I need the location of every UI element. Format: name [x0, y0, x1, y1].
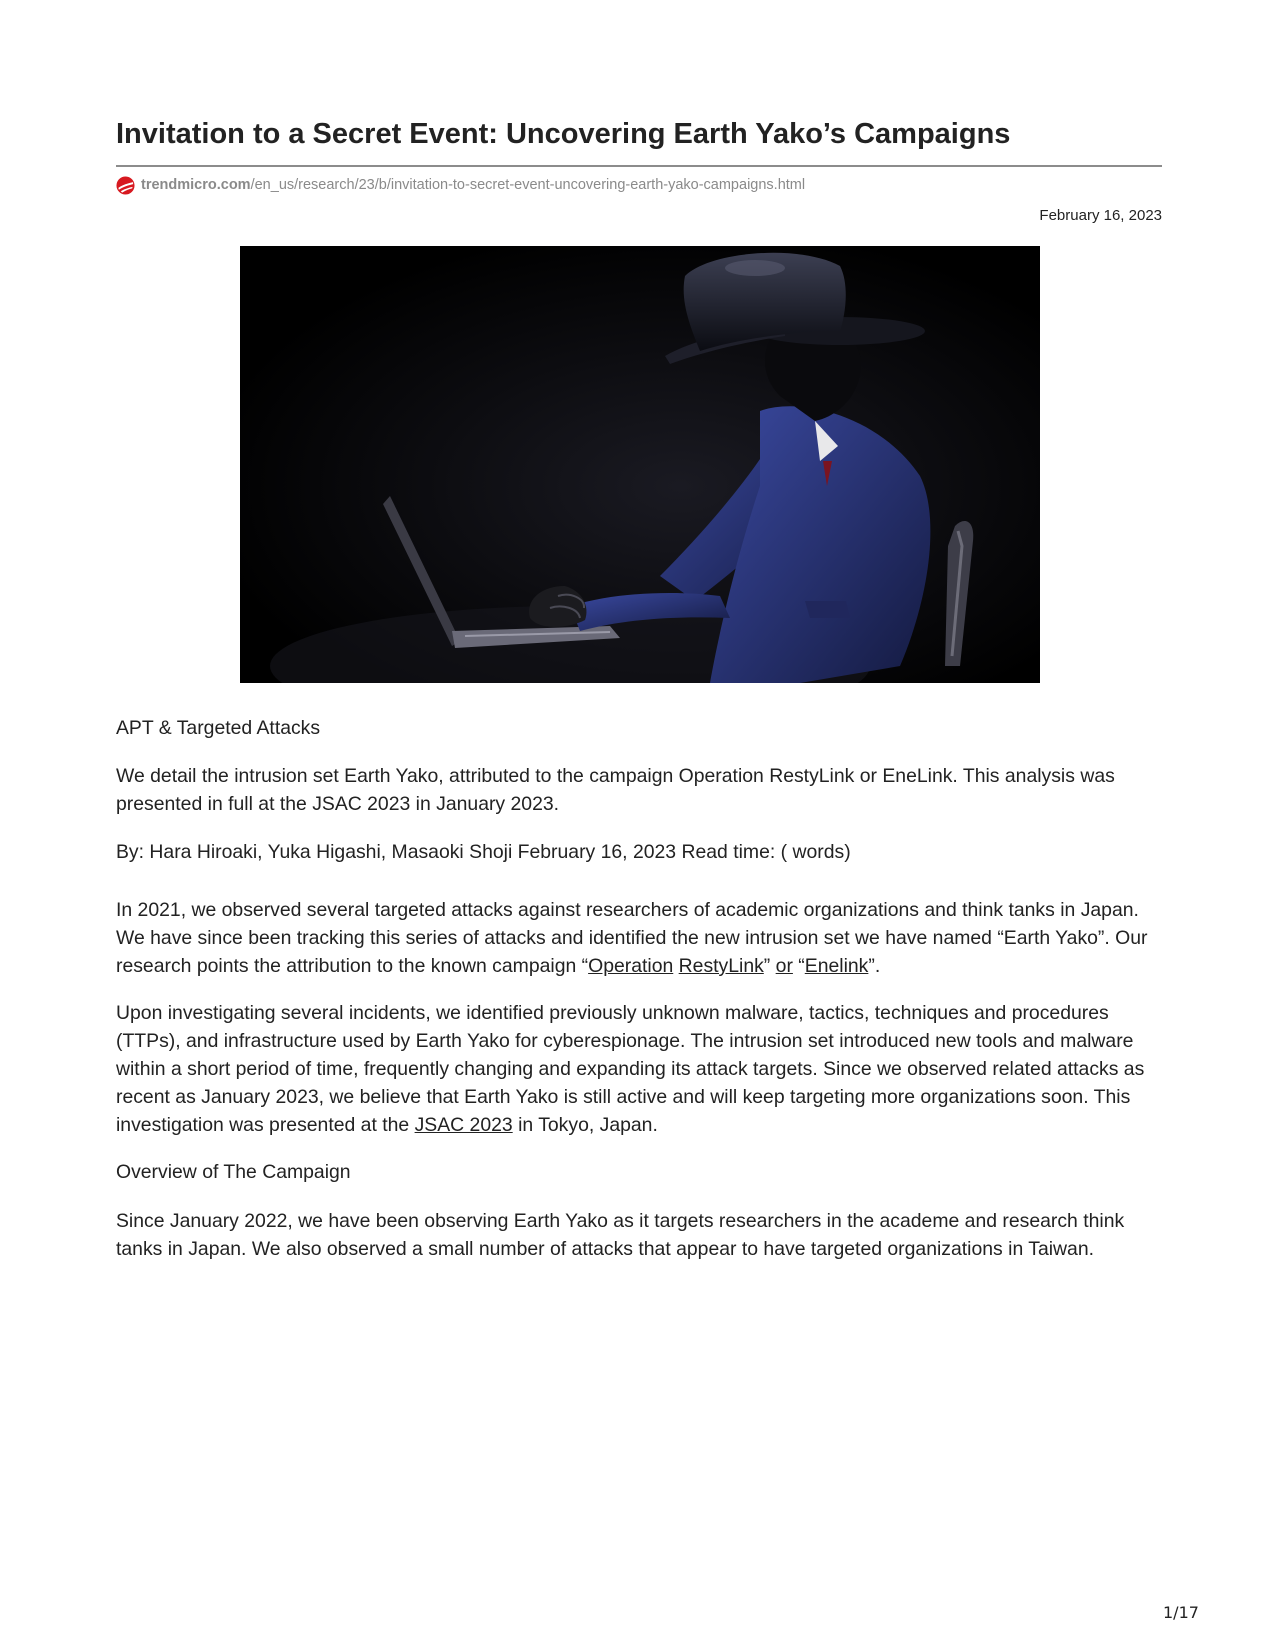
paragraph-investigation	[116, 999, 1162, 1139]
article-title: Invitation to a Secret Event: Uncovering Earth Yako’s Campaigns	[116, 118, 1011, 150]
article-category: APT & Targeted Attacks	[116, 717, 321, 739]
hero-image	[240, 246, 1040, 683]
paragraph-overview: Since January 2022, we have been observing Earth Yako as it targets researchers in the academe and research think tanks in Japan. We also observed a small number of attacks that appear to have targeted organizations in Taiwan.	[116, 1210, 1125, 1260]
article-summary: We detail the intrusion set Earth Yako, attributed to the campaign Operation RestyLink or EneLink. This analysis was presented in full at the JSAC 2023 in January 2023.	[116, 765, 1115, 815]
link-jsac-2023[interactable]: JSAC 2023	[414, 1114, 513, 1136]
source-domain: trendmicro.com	[141, 177, 251, 193]
link-enelink[interactable]: Enelink	[804, 955, 869, 977]
paragraph-text: Upon investigating several incidents, we identified previously unknown malware, tactics, techniques and procedures (TTPs), and infrastructure used by Earth Yako for cyberespionage. The intrusion set introduced new tools and malware within a short period of time, frequently changing and expanding its attack targets. Since we observed related attacks as recent as January 2023, we believe that Earth Yako is still active and will keep targeting more organizations soon. This investigation was presented at the	[116, 1002, 1145, 1136]
hacker-illustration	[240, 246, 1040, 683]
source-path: /en_us/research/23/b/invitation-to-secret-event-uncovering-earth-yako-campaigns.html	[250, 177, 806, 193]
paragraph-text: “	[792, 955, 805, 977]
source-url[interactable]	[116, 175, 805, 195]
page-number: 1/17	[1163, 1603, 1199, 1622]
paragraph-text: in Tokyo, Japan.	[512, 1114, 658, 1136]
section-heading-overview: Overview of The Campaign	[116, 1161, 351, 1183]
paragraph-text: In 2021, we observed several targeted attacks against researchers of academic organizations and think tanks in Japan. We have since been tracking this series of attacks and identified the new intrusion set we have named “Earth Yako”. Our research points the attribution to the known campaign “	[116, 899, 1148, 977]
publish-date: February 16, 2023	[1039, 207, 1162, 224]
link-restylink[interactable]: RestyLink	[678, 955, 764, 977]
paragraph-text: ”	[763, 955, 776, 977]
title-divider	[116, 165, 1162, 167]
paragraph-intro	[116, 896, 1162, 980]
paragraph-text: ”.	[868, 955, 881, 977]
link-operation[interactable]: Operation	[588, 955, 674, 977]
link-or[interactable]: or	[775, 955, 793, 977]
article-byline: By: Hara Hiroaki, Yuka Higashi, Masaoki Shoji February 16, 2023 Read time: ( words)	[116, 841, 851, 863]
trendmicro-logo-icon	[116, 176, 135, 195]
